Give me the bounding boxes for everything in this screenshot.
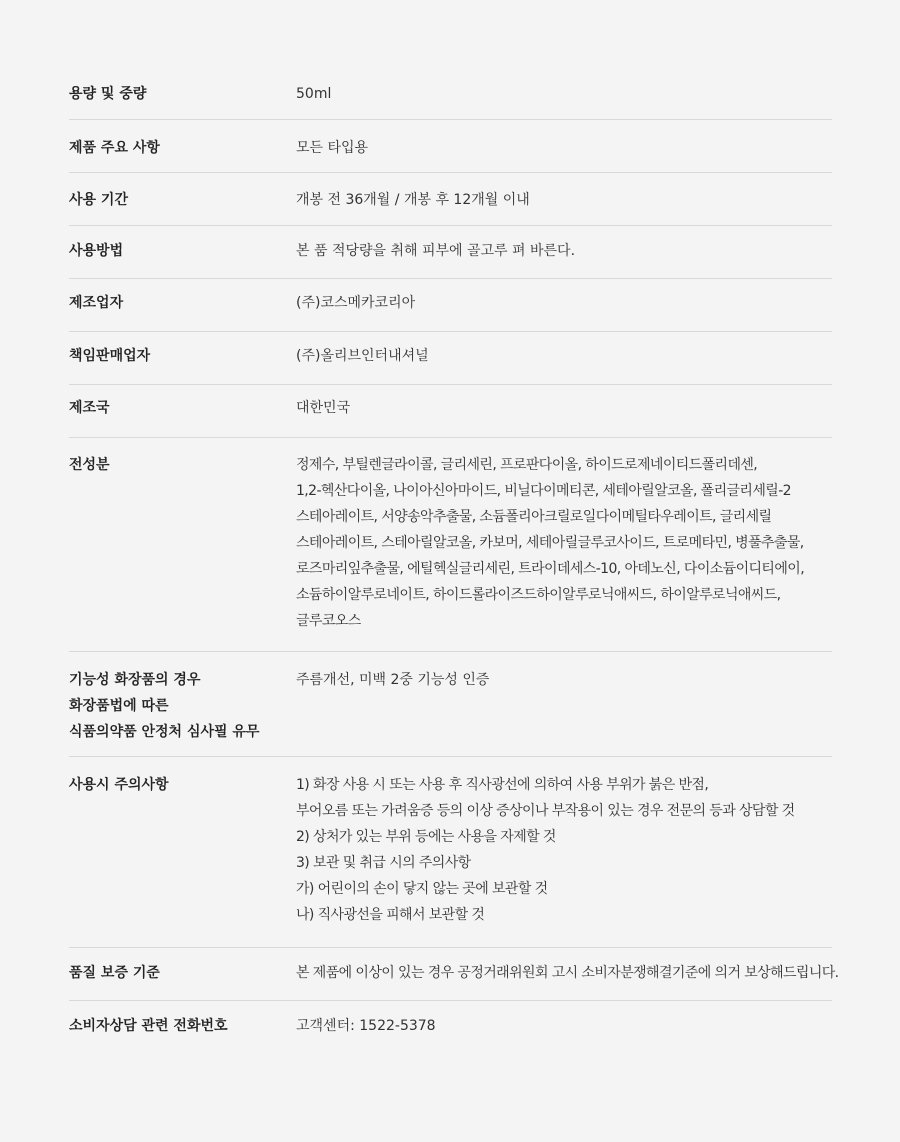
row-value xyxy=(296,395,832,421)
row-volume xyxy=(69,64,832,120)
row-label xyxy=(69,395,296,421)
value-line: 모든 타입용 xyxy=(296,140,369,156)
row-label xyxy=(69,667,296,745)
label-line: 화장품법에 따른 xyxy=(69,698,169,714)
row-label xyxy=(69,452,296,634)
value-line: 2) 상처가 있는 부위 등에는 사용을 자제할 것 xyxy=(296,829,556,845)
value-line: 3) 보관 및 취급 시의 주의사항 xyxy=(296,855,471,871)
value-line: 1,2-헥산다이올, 나이아신아마이드, 비닐다이메티콘, 세테아릴알코올, 폴리글리세릴-2 xyxy=(296,483,791,499)
row-value xyxy=(296,135,832,161)
row-value xyxy=(296,343,832,369)
label-line: 기능성 화장품의 경우 xyxy=(69,672,201,688)
label-line: 식품의약품 안정처 심사필 유무 xyxy=(69,724,260,740)
value-line: 로즈마리잎추출물, 에틸헥실글리세린, 트라이데세스-10, 아데노신, 다이소듐이디티에이, xyxy=(296,561,805,577)
label-line: 책임판매업자 xyxy=(69,348,151,364)
value-line: 부어오름 또는 가려움증 등의 이상 증상이나 부작용이 있는 경우 전문의 등과 상담할 것 xyxy=(296,803,795,819)
label-line: 사용 기간 xyxy=(69,192,128,208)
row-label xyxy=(69,960,296,986)
label-line: 사용방법 xyxy=(69,243,124,259)
row-value xyxy=(296,772,832,928)
value-line: (주)올리브인터내셔널 xyxy=(296,348,429,364)
row-value xyxy=(296,187,832,213)
label-line: 제조업자 xyxy=(69,295,124,311)
value-line: 스테아레이트, 서양송악추출물, 소듐폴리아크릴로일다이메틸타우레이트, 글리세릴 xyxy=(296,509,772,525)
row-value xyxy=(296,238,832,264)
row-label xyxy=(69,238,296,264)
value-line: 글루코오스 xyxy=(296,613,361,629)
label-line: 품질 보증 기준 xyxy=(69,965,160,981)
label-line: 전성분 xyxy=(69,457,110,473)
row-manufacturer xyxy=(69,279,832,332)
value-line: (주)코스메카코리아 xyxy=(296,295,416,311)
row-ingredients xyxy=(69,438,832,652)
label-line: 제품 주요 사항 xyxy=(69,140,160,156)
row-value xyxy=(296,81,832,107)
row-key-features xyxy=(69,120,832,173)
row-label xyxy=(69,135,296,161)
row-value xyxy=(296,667,832,745)
row-usage-period xyxy=(69,173,832,226)
value-line: 대한민국 xyxy=(296,400,351,416)
row-label xyxy=(69,290,296,316)
row-quality xyxy=(69,948,839,1001)
row-precautions xyxy=(69,757,832,948)
value-line: 나) 직사광선을 피해서 보관할 것 xyxy=(296,907,485,923)
value-line: 본 제품에 이상이 있는 경우 공정거래위원회 고시 소비자분쟁해결기준에 의거 보상해드립니다. xyxy=(296,965,839,981)
row-value xyxy=(296,1013,832,1039)
value-line: 50ml xyxy=(296,86,332,102)
row-functional xyxy=(69,652,832,757)
value-line: 가) 어린이의 손이 닿지 않는 곳에 보관할 것 xyxy=(296,881,548,897)
row-label xyxy=(69,187,296,213)
value-line: 1) 화장 사용 시 또는 사용 후 직사광선에 의하여 사용 부위가 붉은 반점, xyxy=(296,777,709,793)
value-line: 스테아레이트, 스테아릴알코올, 카보머, 세테아릴글루코사이드, 트로메타민, 병풀추출물, xyxy=(296,535,804,551)
row-value xyxy=(296,960,839,986)
value-line: 고객센터: 1522-5378 xyxy=(296,1018,436,1034)
value-line: 본 품 적당량을 취해 피부에 골고루 펴 바른다. xyxy=(296,243,576,259)
label-line: 용량 및 중량 xyxy=(69,86,147,102)
row-label xyxy=(69,1013,296,1039)
row-label xyxy=(69,343,296,369)
value-line: 소듐하이알루로네이트, 하이드롤라이즈드하이알루로닉애씨드, 하이알루로닉애씨드, xyxy=(296,587,781,603)
row-distributor xyxy=(69,332,832,385)
label-line: 제조국 xyxy=(69,400,110,416)
label-line: 사용시 주의사항 xyxy=(69,777,169,793)
label-line: 소비자상담 관련 전화번호 xyxy=(69,1018,228,1034)
row-label xyxy=(69,81,296,107)
row-value xyxy=(296,290,832,316)
value-line: 정제수, 부틸렌글라이콜, 글리세린, 프로판다이올, 하이드로제네이티드폴리데센, xyxy=(296,457,758,473)
row-value xyxy=(296,452,832,634)
row-contact xyxy=(69,1001,832,1051)
value-line: 개봉 전 36개월 / 개봉 후 12개월 이내 xyxy=(296,192,530,208)
row-country xyxy=(69,385,832,438)
value-line: 주름개선, 미백 2중 기능성 인증 xyxy=(296,672,490,688)
row-label xyxy=(69,772,296,928)
row-how-to-use xyxy=(69,226,832,279)
product-info-table xyxy=(69,64,839,1051)
